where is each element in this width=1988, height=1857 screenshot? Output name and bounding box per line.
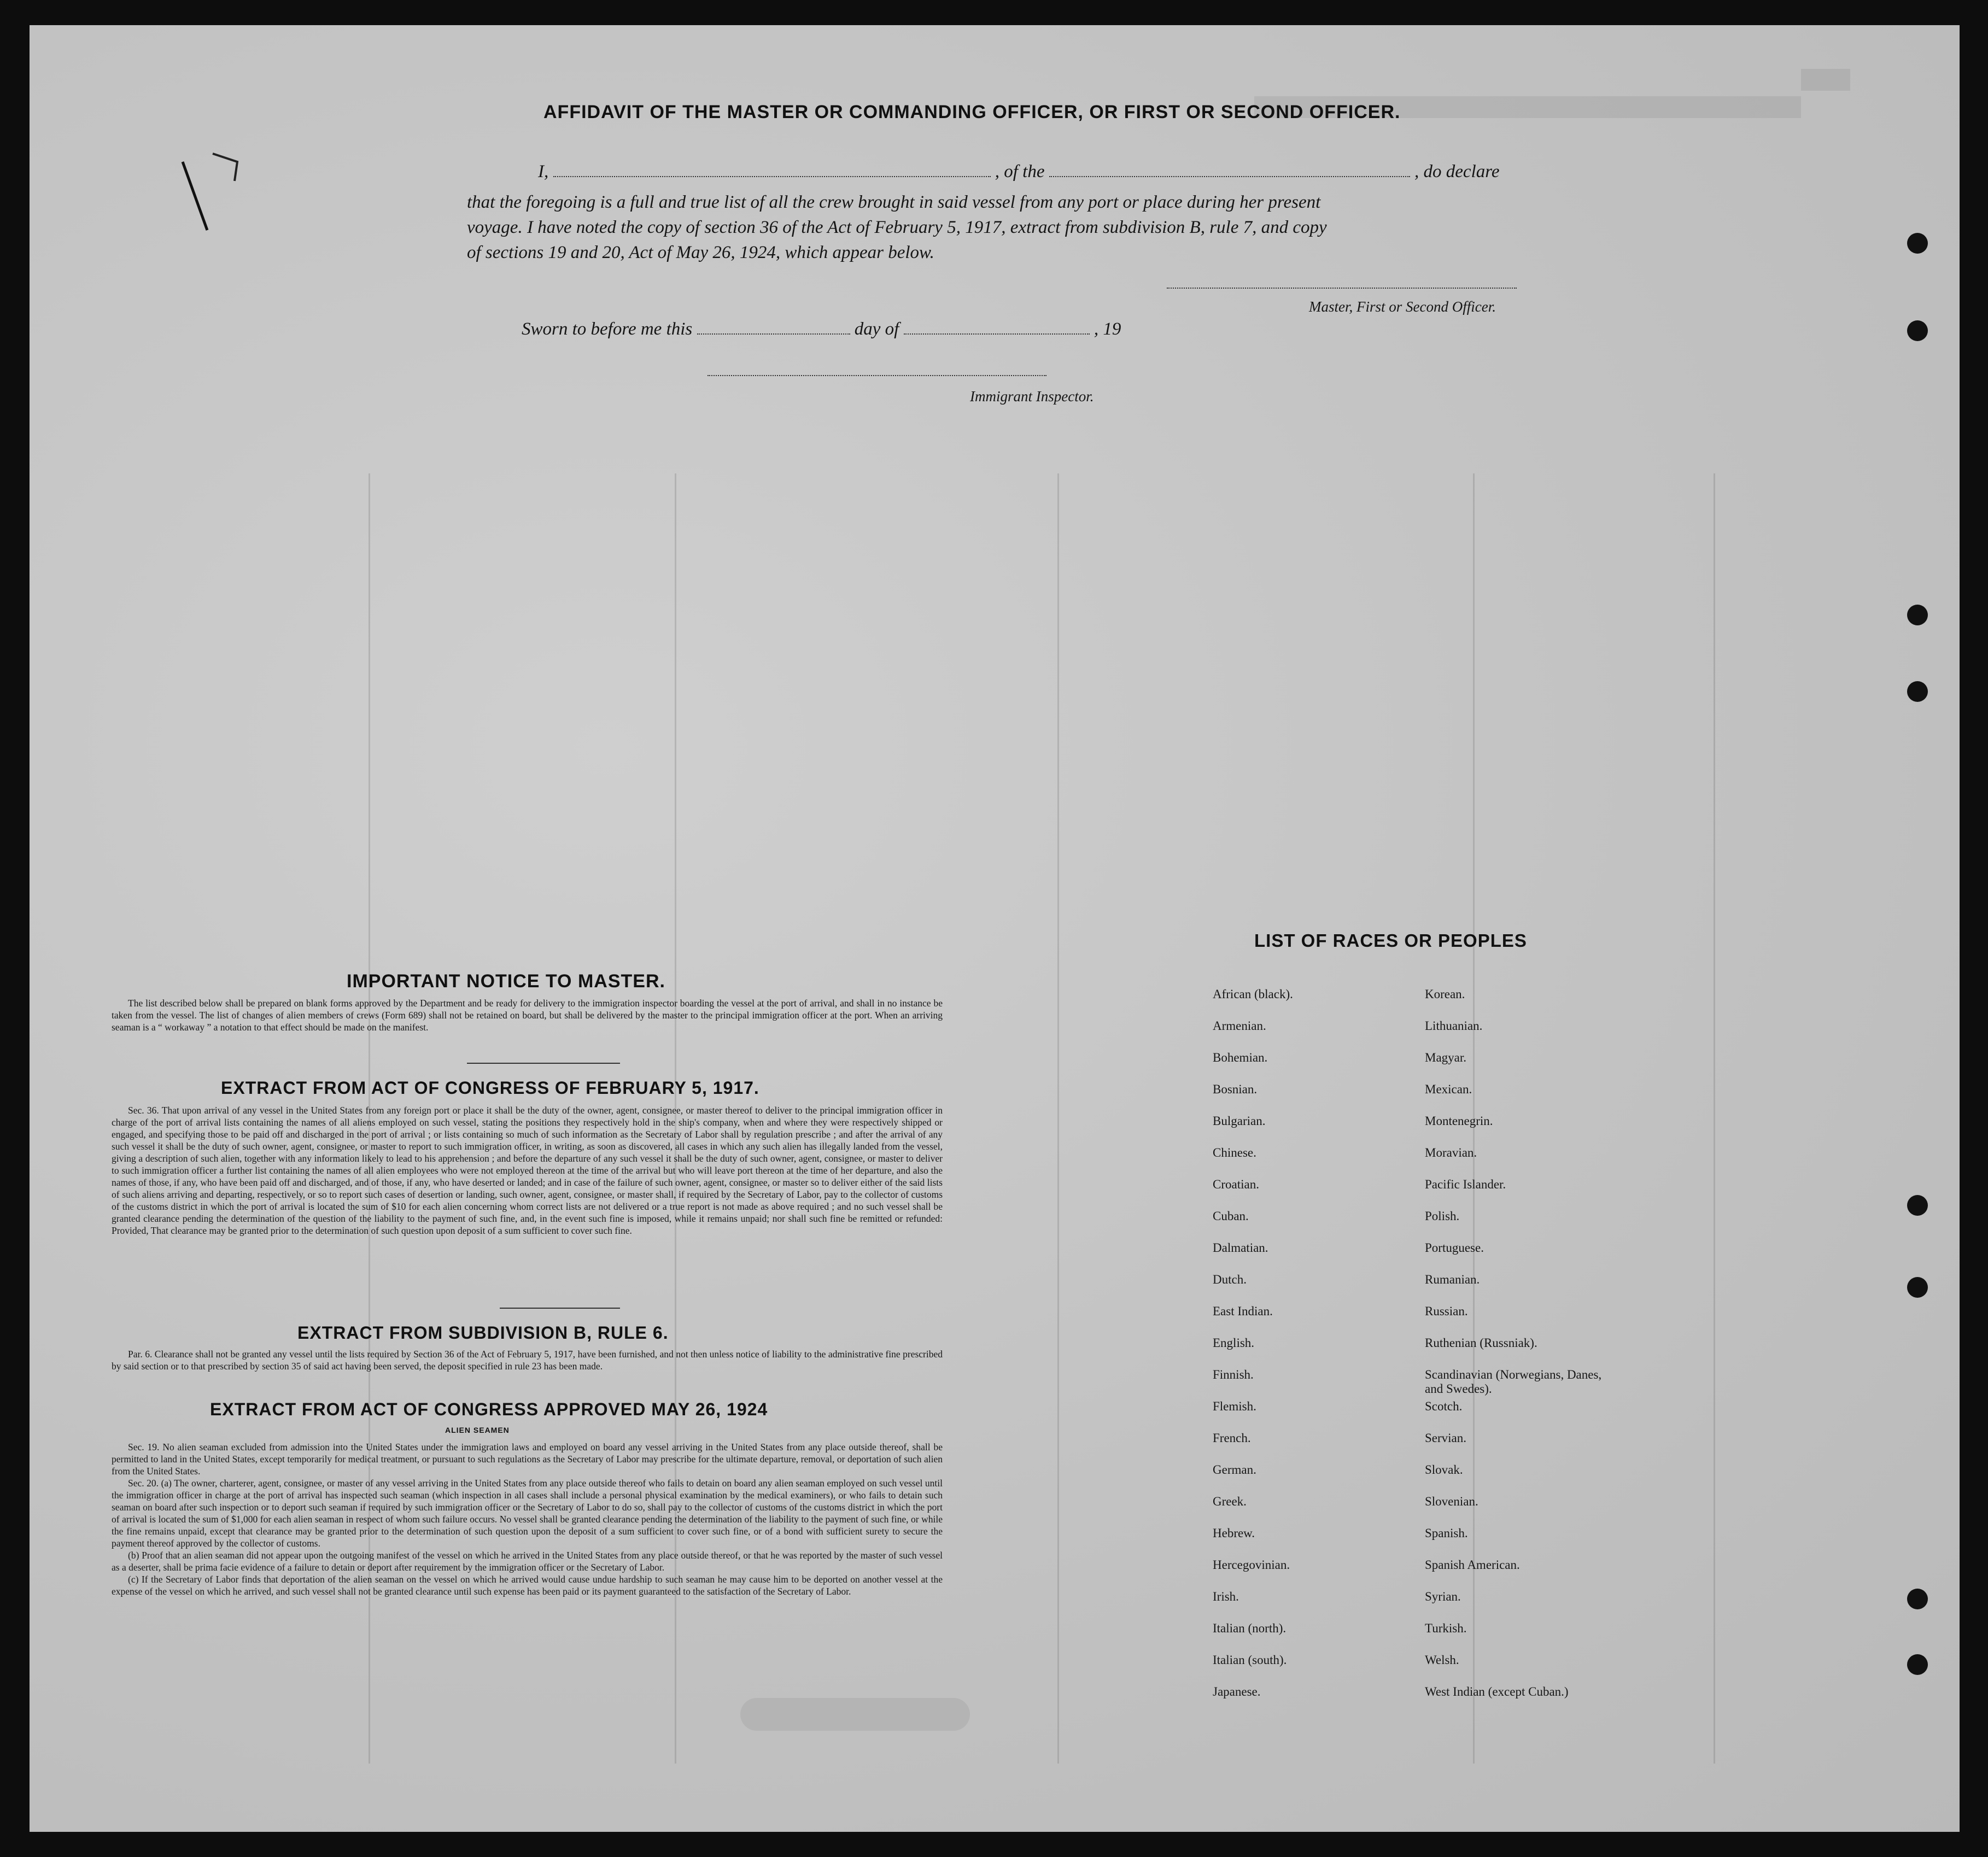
of-the-label: , of the [995,162,1045,181]
race-item: Slovenian. [1425,1495,1478,1508]
year-label: , 19 [1094,319,1121,339]
race-item: Italian (south). [1213,1653,1287,1667]
sworn-label: Sworn to before me this [522,319,693,339]
do-declare-label: , do declare [1414,162,1500,181]
extract-rule6-body [112,1348,943,1372]
extract-rule6-title: EXTRACT FROM SUBDIVISION B, RULE 6. [297,1323,669,1343]
extract-1924-title: EXTRACT FROM ACT OF CONGRESS APPROVED MAY 26, 1924 [210,1399,768,1419]
binder-hole [1907,1277,1928,1298]
officer-name-field[interactable] [553,176,991,177]
race-item: Scandinavian (Norwegians, Danes, and Swedes). [1425,1368,1602,1396]
race-item: Finnish. [1213,1368,1254,1381]
race-item: Dutch. [1213,1273,1247,1286]
race-item: German. [1213,1463,1256,1477]
race-item: Portuguese. [1425,1241,1484,1255]
race-item: Montenegrin. [1425,1114,1493,1128]
day-of-label: day of [854,319,899,339]
race-item: Rumanian. [1425,1273,1480,1286]
notice-title: IMPORTANT NOTICE TO MASTER. [347,971,665,992]
affidavit-title: AFFIDAVIT OF THE MASTER OR COMMANDING OFFICER, OR FIRST OR SECOND OFFICER. [543,102,1401,122]
race-item: Mexican. [1425,1082,1472,1096]
race-item: East Indian. [1213,1304,1273,1318]
section-20c-paragraph: (c) If the Secretary of Labor finds that deportation of the alien seaman on the vessel on which he arrived would cause undue hardship to such seaman he may cause him to be deported on another vessel at the expense of the vessel on which he arrived, and such vessel shall not be granted clearance until such expense has been paid or its payment guaranteed to the satisfaction of the Secretary of Labor. [112,1574,943,1597]
race-item: Armenian. [1213,1019,1266,1033]
race-item: Bulgarian. [1213,1114,1266,1128]
race-item: English. [1213,1336,1255,1350]
race-item: Greek. [1213,1495,1247,1508]
race-item: Russian. [1425,1304,1468,1318]
race-item: Irish. [1213,1590,1239,1603]
binder-hole [1907,605,1928,625]
race-item: Scotch. [1425,1399,1463,1413]
document-page [30,25,1960,1832]
race-item: Bohemian. [1213,1051,1268,1064]
statement-line-2: voyage. I have noted the copy of section 36 of the Act of February 5, 1917, extract from subdivision B, rule 7, and copy [467,218,1327,237]
par-6-paragraph: Par. 6. Clearance shall not be granted any vessel until the lists required by Section 36 of the Act of February 5, 1917, have been furnished, and not then unless notice of liability to the administrative fine prescribed by said section or to that prescribed by section 35 of said act having been served, the deposit specified in rule 23 has been made. [112,1349,943,1372]
race-item: Ruthenian (Russniak). [1425,1336,1537,1350]
race-item: Syrian. [1425,1590,1461,1603]
race-item: Japanese. [1213,1685,1261,1698]
master-signature-field[interactable] [1167,288,1517,289]
race-item: Chinese. [1213,1146,1256,1159]
pen-mark-icon [139,124,248,255]
race-item: Korean. [1425,987,1465,1001]
race-item: Slovak. [1425,1463,1463,1477]
form-stamp [1801,69,1850,91]
binder-hole [1907,1654,1928,1675]
divider [500,1308,620,1309]
race-item: French. [1213,1431,1251,1445]
sworn-month-field[interactable] [904,333,1090,335]
notice-body [112,997,943,1033]
race-item: West Indian (except Cuban.) [1425,1685,1569,1698]
binder-hole [1907,1589,1928,1609]
extract-1917-title: EXTRACT FROM ACT OF CONGRESS OF FEBRUARY 5, 1917. [221,1078,759,1098]
master-label: Master, First or Second Officer. [1309,298,1496,315]
section-36-paragraph: Sec. 36. That upon arrival of any vessel in the United States from any foreign port or place it shall be the duty of the owner, agent, consignee, or master thereof to deliver to the principal immigration officer in charge of the port of arrival lists containing the names of all aliens employed on such vessel, stating the positions they respectively hold in the ship's company, when and where they were respectively shipped or engaged, and specifying those to be paid off and discharged in the port of arrival ; or lists containing so much of such information as the Secretary of Labor shall by regulation prescribe ; and after the arrival of any such vessel it shall be the duty of such owner, agent, consignee, or master to report to such immigration officer, in writing, as soon as discovered, all cases in which any such alien has illegally landed from the vessel, giving a description of such alien, together with any information likely to lead to his apprehension ; and before the departure of any such vessel it shall be the duty of such owner, agent, consignee, or master to deliver to such immigration officer a further list containing the names of all alien employees who were not employed thereon at the time of the arrival but who will leave port thereon at the time of her departure, and also the names of those, if any, who have been paid off and discharged, and of those, if any, who have deserted or landed; and in case of the failure of such owner, agent, consignee, or master so to deliver either of the said lists of such aliens arriving and departing, respectively, or so to report such cases of desertion or landing, such owner, agent, consignee, or master shall, if required by the Secretary of Labor, pay to the collector of customs of the customs district in which the port of arrival is located the sum of $10 for each alien concerning whom correct lists are not delivered or a true report is not made as above required ; and no such vessel shall be granted clearance pending the determination of the question of the liability to the payment of such fine, and, in the event such fine is imposed, while it remains unpaid; nor shall such fine be remitted or refunded: Provided, That clearance may be granted prior to the determination of such question upon deposit of a sum sufficient to cover such fine. [112,1105,943,1236]
race-item: Cuban. [1213,1209,1249,1223]
binder-hole [1907,233,1928,254]
section-20b-paragraph: (b) Proof that an alien seaman did not appear upon the outgoing manifest of the vessel on which he arrived in the United States from any place outside thereof, or that he was reported by the master of such vessel as a deserter, shall be prima facie evidence of a failure to detain or deport after requirement by the immigration officer or the Secretary of Labor. [112,1550,943,1573]
binder-hole [1907,320,1928,341]
race-item: Polish. [1425,1209,1460,1223]
race-item: Bosnian. [1213,1082,1258,1096]
race-item: Croatian. [1213,1178,1259,1191]
inspector-label: Immigrant Inspector. [970,388,1094,405]
affidavit-declaration-line [538,162,1499,182]
faint-stamp [740,1698,970,1731]
race-item: Turkish. [1425,1621,1467,1635]
race-item: Magyar. [1425,1051,1467,1064]
bleed-through-rule [1714,473,1715,1764]
race-item: Lithuanian. [1425,1019,1483,1033]
alien-seamen-subtitle: ALIEN SEAMEN [445,1426,510,1434]
race-item: Pacific Islander. [1425,1178,1506,1191]
divider [467,1063,620,1064]
vessel-name-field[interactable] [1049,176,1410,177]
section-20a-paragraph: Sec. 20. (a) The owner, charterer, agent, consignee, or master of any vessel arriving in the United States from any place outside thereof who fails to detain on board any alien seaman employed on such vessel until the immigration officer in charge at the port of arrival has inspected such seaman (which inspection in all cases shall include a personal physical examination by the medical examiners), or who fails to detain such seaman on board after such inspection or to deport such seaman if required by such immigration officer or the Secretary of Labor to do so, shall pay to the collector of customs of the customs district in which the port of arrival is located the sum of $1,000 for each alien seaman in respect of whom such failure occurs. No vessel shall be granted clearance pending the determination of the liability to the payment of such fine, or while the fine remains unpaid, except that clearance may be granted prior to the determination of such question upon the deposit of a sum sufficient to cover such fine, or of a bond with sufficient surety to secure the payment thereof approved by the collector of customs. [112,1478,943,1549]
race-item: Italian (north). [1213,1621,1287,1635]
race-item: Dalmatian. [1213,1241,1268,1255]
binder-hole [1907,681,1928,702]
notice-paragraph: The list described below shall be prepared on blank forms approved by the Department and be ready for delivery to the immigration inspector boarding the vessel at the port of arrival, and shall in no instance be taken from the vessel. The list of changes of alien members of crews (Form 689) shall not be retained on board, but shall be delivered by the master to the principal immigration officer at the port. When an arriving seaman is a “ workaway ” a notation to that effect should be made on the manifest. [112,998,943,1033]
race-item: Flemish. [1213,1399,1256,1413]
race-item: Servian. [1425,1431,1467,1445]
race-item: African (black). [1213,987,1293,1001]
race-item: Spanish American. [1425,1558,1520,1572]
statement-line-3: of sections 19 and 20, Act of May 26, 1924, which appear below. [467,243,934,262]
bleed-through-rule [1057,473,1059,1764]
race-item: Spanish. [1425,1526,1468,1540]
race-item: Welsh. [1425,1653,1459,1667]
extract-1924-body [112,1441,943,1597]
section-19-paragraph: Sec. 19. No alien seaman excluded from admission into the United States under the immigration laws and employed on board any vessel arriving in the United States from any place outside thereof, shall be permitted to land in the United States, except temporarily for medical treatment, or pursuant to such regulations as the Secretary of Labor may prescribe for the ultimate departure, removal, or deportation of such alien from the United States. [112,1442,943,1477]
statement-line-1: that the foregoing is a full and true list of all the crew brought in said vessel from any port or place during her present [467,192,1321,212]
race-item: Hebrew. [1213,1526,1255,1540]
race-item: Moravian. [1425,1146,1477,1159]
i-label: I, [538,162,549,181]
extract-1917-body [112,1104,943,1237]
binder-hole [1907,1195,1928,1216]
inspector-signature-field[interactable] [708,375,1046,376]
sworn-line [522,319,1121,339]
race-item: Hercegovinian. [1213,1558,1290,1572]
sworn-day-field[interactable] [697,333,850,335]
races-title: LIST OF RACES OR PEOPLES [1254,930,1527,951]
